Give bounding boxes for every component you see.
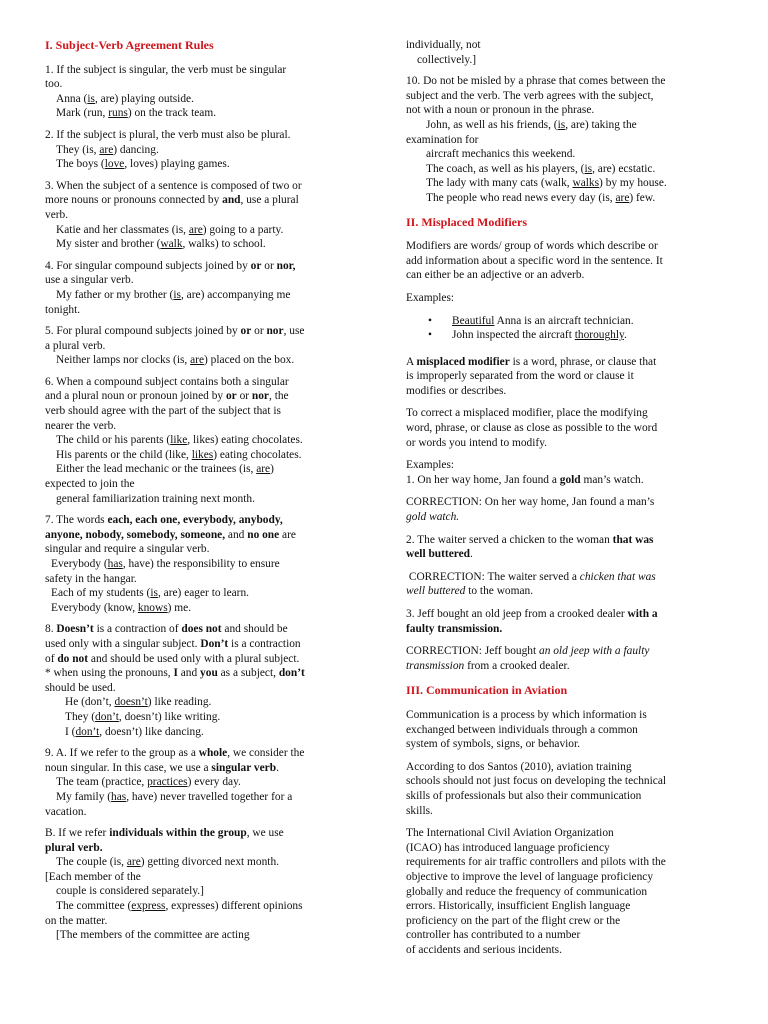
rule-9b-example-2: The committee (express, expresses) different opinions <box>56 900 303 913</box>
rule-4-example-1: My father or my brother (is, are) accompanying me <box>56 288 291 301</box>
communication-paragraph-3: The International Civil Aviation Organization (ICAO) has introduced language proficiency requirements for air traffic controllers and pilots with the objective to improve the level of language proficiency globally and reduce the frequency of communication errors. Historically, insufficient English language proficiency on the part of the flight crew or the controller has contributed to a number of accidents and serious incidents. <box>406 827 666 956</box>
rule-3-text: 3. When the subject of a sentence is composed of two or <box>45 179 302 192</box>
rule-9b-note-1: [Each member of the <box>45 870 141 883</box>
rule-9b <box>45 826 365 943</box>
example-1: 1. On her way home, Jan found a gold man’s watch. <box>406 473 644 486</box>
rule-9-example-1: The team (practice, practices) every day. <box>56 776 241 789</box>
rule-2-example-1: They (is, are) dancing. <box>56 143 159 156</box>
examples-label-2: Examples: <box>406 459 455 472</box>
rule-1 <box>45 63 365 121</box>
rule-10-example-3: The lady with many cats (walk, walks) by my house. <box>426 177 667 190</box>
list-item: • Beautiful Anna is an aircraft technician. <box>406 314 724 329</box>
rule-6-example-3: Either the lead mechanic or the trainees (is, are) <box>56 463 274 476</box>
rule-6 <box>45 375 365 506</box>
rule-1-text: 1. If the subject is singular, the verb must be singular <box>45 63 287 76</box>
section-heading-2: II. Misplaced Modifiers <box>406 214 527 229</box>
rule-8-example-3: I (don’t, doesn’t) like dancing. <box>65 725 204 738</box>
rule-10-text: 10. Do not be misled by a phrase that comes between the <box>406 75 666 88</box>
rule-9b-text-2: plural verb. <box>45 841 103 854</box>
rule-9b-text: B. If we refer individuals within the group, we use <box>45 827 284 840</box>
rule-6-text-2: and a plural noun or pronoun joined by or or nor, the <box>45 390 289 403</box>
rule-8-example-2: They (don’t, doesn’t) like writing. <box>65 710 221 723</box>
rule-7-text-3: singular and require a singular verb. <box>45 543 210 556</box>
rule-7-example-1: Everybody (has, have) the responsibility to ensure <box>51 558 280 570</box>
rule-1-example-1: Anna (is, are) playing outside. <box>56 92 194 105</box>
rule-3-example-2: My sister and brother (walk, walks) to school. <box>56 238 266 251</box>
rule-4-example-1-cont: tonight. <box>45 303 81 316</box>
communication-paragraph-2: According to dos Santos (2010), aviation training schools should not just focus on developing the technical skills of professionals but also their communication skills. <box>406 760 667 817</box>
right-column <box>406 38 724 965</box>
rule-10-example-4: The people who read news every day (is, are) few. <box>426 191 656 204</box>
rule-6-example-3-cont-2: general familiarization training next month. <box>56 492 255 505</box>
rule-6-text-4: nearer the verb. <box>45 419 117 432</box>
rule-3-text-3: verb. <box>45 208 69 221</box>
rule-9b-note-3: [The members of the committee are acting <box>56 929 250 942</box>
modifier-examples-list <box>406 314 724 343</box>
rule-6-example-3-cont: expected to join the <box>45 478 135 491</box>
rule-9-text: 9. A. If we refer to the group as a whole, we consider the <box>45 747 305 760</box>
rule-8-text: 8. Doesn’t is a contraction of does not and should be <box>45 623 288 636</box>
rule-10-text-3: not with a noun or pronoun in the phrase. <box>406 104 595 117</box>
rule-7-example-1-cont: safety in the hangar. <box>45 572 137 585</box>
rule-9-text-2: noun singular. In this case, we use a singular verb. <box>45 761 279 774</box>
rule-3-text-2: more nouns or pronouns connected by and, use a plural <box>45 194 299 207</box>
rule-8-text-2: used only with a singular subject. Don’t is a contraction <box>45 637 301 650</box>
rule-9b-example-2-cont: on the matter. <box>45 914 108 927</box>
rule-6-text-3: verb should agree with the part of the subject that is <box>45 405 281 418</box>
rule-2 <box>45 128 365 172</box>
rule-9b-example-1: The couple (is, are) getting divorced next month. <box>56 856 280 869</box>
example-3: 3. Jeff bought an old jeep from a crooked dealer with a faulty transmission. <box>406 608 658 635</box>
rule-8-example-1: He (don’t, doesn’t) like reading. <box>65 696 212 709</box>
left-column <box>45 38 365 943</box>
rule-9b-note-2: couple is considered separately.] <box>56 885 204 898</box>
rule-10-example-1-cont-2: aircraft mechanics this weekend. <box>426 148 576 161</box>
rule-4-text-2: use a singular verb. <box>45 274 134 287</box>
communication-paragraph-1: Communication is a process by which information is exchanged between individuals through a common system of symbols, signs, or behavior. <box>406 708 647 751</box>
rule-5 <box>45 324 365 368</box>
correction-1: CORRECTION: On her way home, Jan found a man’s gold watch. <box>406 496 655 524</box>
correction-instructions: To correct a misplaced modifier, place the modifying word, phrase, or clause as close as possible to the word or words you intend to modify. <box>406 407 658 449</box>
rule-6-example-2: His parents or the child (like, likes) eating chocolates. <box>56 448 302 461</box>
rule-5-text: 5. For plural compound subjects joined by or or nor, use <box>45 325 305 338</box>
rule-1-example-2: Mark (run, runs) on the track team. <box>56 107 217 120</box>
correction-2: CORRECTION: The waiter served a chicken that was well buttered to the woman. <box>406 570 656 598</box>
rule-7-text: 7. The words each, each one, everybody, anybody, <box>45 514 283 527</box>
rule-7 <box>45 513 365 615</box>
rule-1-text-2: too. <box>45 78 63 91</box>
rule-3 <box>45 179 365 252</box>
rule-7-example-3: Everybody (know, knows) me. <box>51 601 192 614</box>
list-item: • John inspected the aircraft thoroughly. <box>406 328 724 343</box>
rule-3-example-1: Katie and her classmates (is, are) going to a party. <box>56 223 284 236</box>
example-2: 2. The waiter served a chicken to the woman that was well buttered. <box>406 533 654 561</box>
rule-4-text: 4. For singular compound subjects joined by or or nor, <box>45 259 296 272</box>
rule-10-example-2: The coach, as well as his players, (is, are) ecstatic. <box>426 162 656 175</box>
rule-8-text-4: * when using the pronouns, I and you as a subject, don’t <box>45 667 305 680</box>
rule-8-text-3: of do not and should be used only with a plural subject. <box>45 652 300 665</box>
rule-7-text-2: anyone, nobody, somebody, someone, and no one are <box>45 528 296 541</box>
section-heading-3: III. Communication in Aviation <box>406 683 568 698</box>
rule-5-text-2: a plural verb. <box>45 339 106 352</box>
rule-4 <box>45 259 365 317</box>
rule-10-text-2: subject and the verb. The verb agrees with the subject, <box>406 89 654 102</box>
modifiers-definition: Modifiers are words/ group of words which describe or add information about a specific word in the sentence. It can either be an adjective or an adverb. <box>406 240 663 282</box>
rule-5-example-1: Neither lamps nor clocks (is, are) placed on the box. <box>56 354 295 367</box>
rule-10-example-1-cont: examination for <box>406 133 479 146</box>
rule-9-example-2-cont: vacation. <box>45 805 87 818</box>
rule-8 <box>45 622 365 739</box>
rule-9-example-2: My family (has, have) never travelled together for a <box>56 790 293 803</box>
rule-10 <box>406 74 724 205</box>
rule-6-text: 6. When a compound subject contains both a singular <box>45 375 289 388</box>
continued-note-1: individually, not <box>406 39 481 51</box>
rule-9 <box>45 746 365 819</box>
rule-7-example-2: Each of my students (is, are) eager to learn. <box>51 587 250 600</box>
section-heading-1: I. Subject-Verb Agreement Rules <box>45 38 214 52</box>
rule-8-text-5: should be used. <box>45 681 116 694</box>
examples-label: Examples: <box>406 291 455 304</box>
rule-6-example-1: The child or his parents (like, likes) eating chocolates. <box>56 434 303 447</box>
rule-10-example-1: John, as well as his friends, (is, are) taking the <box>426 118 637 131</box>
misplaced-modifier-definition: A misplaced modifier is a word, phrase, or clause that is improperly separated from the word or clause it modifies or describes. <box>406 355 657 397</box>
continued-note-2: collectively.] <box>417 53 477 66</box>
correction-3: CORRECTION: Jeff bought an old jeep with a faulty transmission from a crooked dealer. <box>406 645 650 672</box>
rule-2-example-2: The boys (love, loves) playing games. <box>56 158 230 171</box>
rule-2-text: 2. If the subject is plural, the verb must also be plural. <box>45 128 291 141</box>
